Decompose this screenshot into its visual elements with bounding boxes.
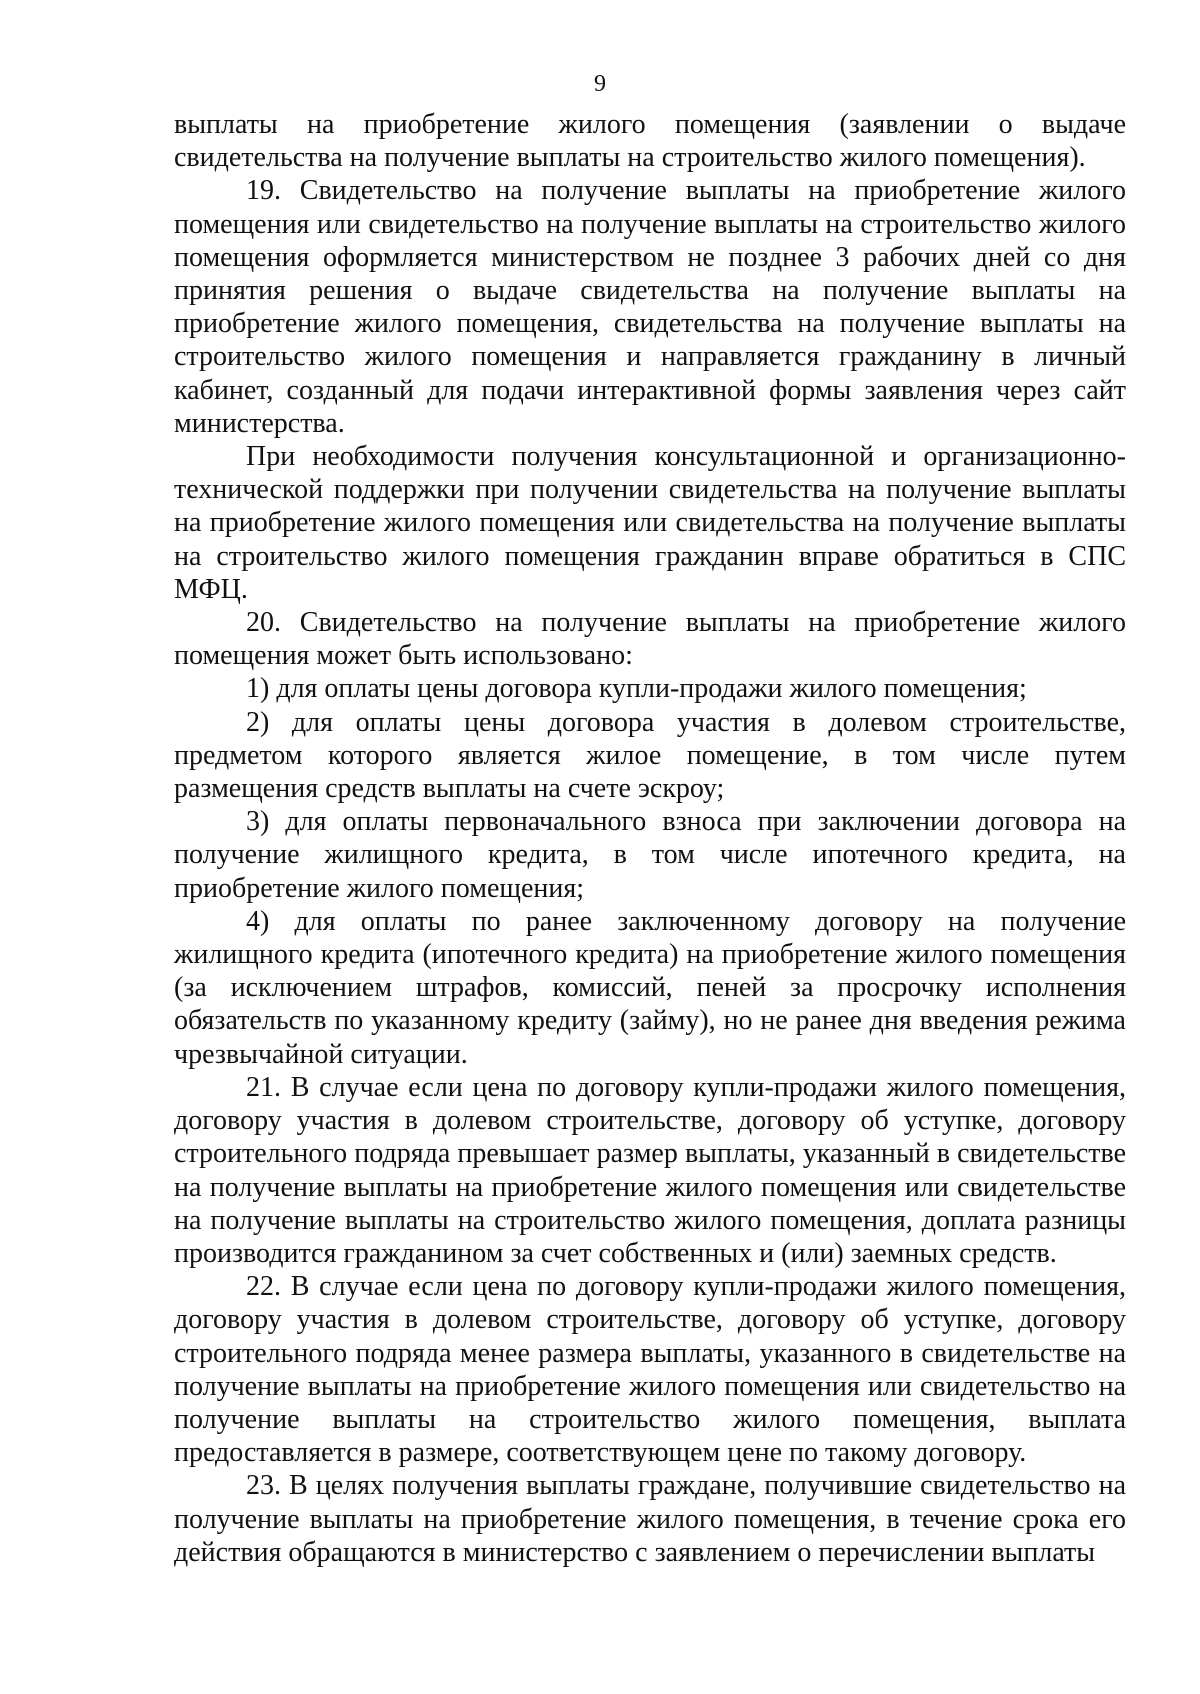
paragraph-subitem-1: 1) для оплаты цены договора купли-продажи жилого помещения; [246, 673, 1027, 705]
document-body [174, 108, 1126, 1569]
paragraph-item-20: 20. Свидетельство на получение выплаты на приобретение жилого помещения может быть использовано: [174, 607, 1126, 672]
paragraph-subitem-3: 3) для оплаты первоначального взноса при заключении договора на получение жилищного кредита, в том числе ипотечного кредита, на приобретение жилого помещения; [174, 806, 1126, 904]
paragraph-consultation-support: При необходимости получения консультационной и организационно-технической поддержки при получении свидетельства на получение выплаты на приобретение жилого помещения или свидетельства на получение выплаты на строительство жилого помещения гражданин вправе обратиться в СПС МФЦ. [174, 441, 1126, 605]
paragraph-subitem-4: 4) для оплаты по ранее заключенному договору на получение жилищного кредита (ипотечного кредита) на приобретение жилого помещения (за исключением штрафов, комиссий, пеней за просрочку исполнения обязательств по указанному кредиту (займу), но не ранее дня введения режима чрезвычайной ситуации. [174, 905, 1126, 1070]
paragraph-subitem-2: 2) для оплаты цены договора участия в долевом строительстве, предметом которого является жилое помещение, в том числе путем размещения средств выплаты на счете эскроу; [174, 706, 1126, 805]
paragraph-item-23: 23. В целях получения выплаты граждане, получившие свидетельство на получение выплаты на приобретение жилого помещения, в течение срока его действия обращаются в министерство с заявлением о перечислении выплаты [174, 1470, 1126, 1568]
paragraph-item-21: 21. В случае если цена по договору купли-продажи жилого помещения, договору участия в долевом строительстве, договору об уступке, договору строительного подряда превышает размер выплаты, указанный в свидетельстве на получение выплаты на приобретение жилого помещения или свидетельстве на получение выплаты на строительство жилого помещения, доплата разницы производится гражданином за счет собственных и (или) заемных средств. [174, 1071, 1126, 1269]
paragraph-item-22: 22. В случае если цена по договору купли-продажи жилого помещения, договору участия в долевом строительстве, договору об уступке, договору строительного подряда менее размера выплаты, указанного в свидетельстве на получение выплаты на приобретение жилого помещения или свидетельство на получение выплаты на строительство жилого помещения, выплата предоставляется в размере, соответствующем цене по такому договору. [174, 1271, 1126, 1469]
page-number: 9 [594, 71, 606, 97]
paragraph-continuation: выплаты на приобретение жилого помещения (заявлении о выдаче свидетельства на получение выплаты на строительство жилого помещения). [174, 109, 1126, 174]
paragraph-item-19: 19. Свидетельство на получение выплаты на приобретение жилого помещения или свидетельство на получение выплаты на строительство жилого помещения оформляется министерством не позднее 3 рабочих дней со дня принятия решения о выдаче свидетельства на получение выплаты на приобретение жилого помещения, свидетельства на получение выплаты на строительство жилого помещения и направляется гражданину в личный кабинет, созданный для подачи интерактивной формы заявления через сайт министерства. [174, 175, 1126, 439]
